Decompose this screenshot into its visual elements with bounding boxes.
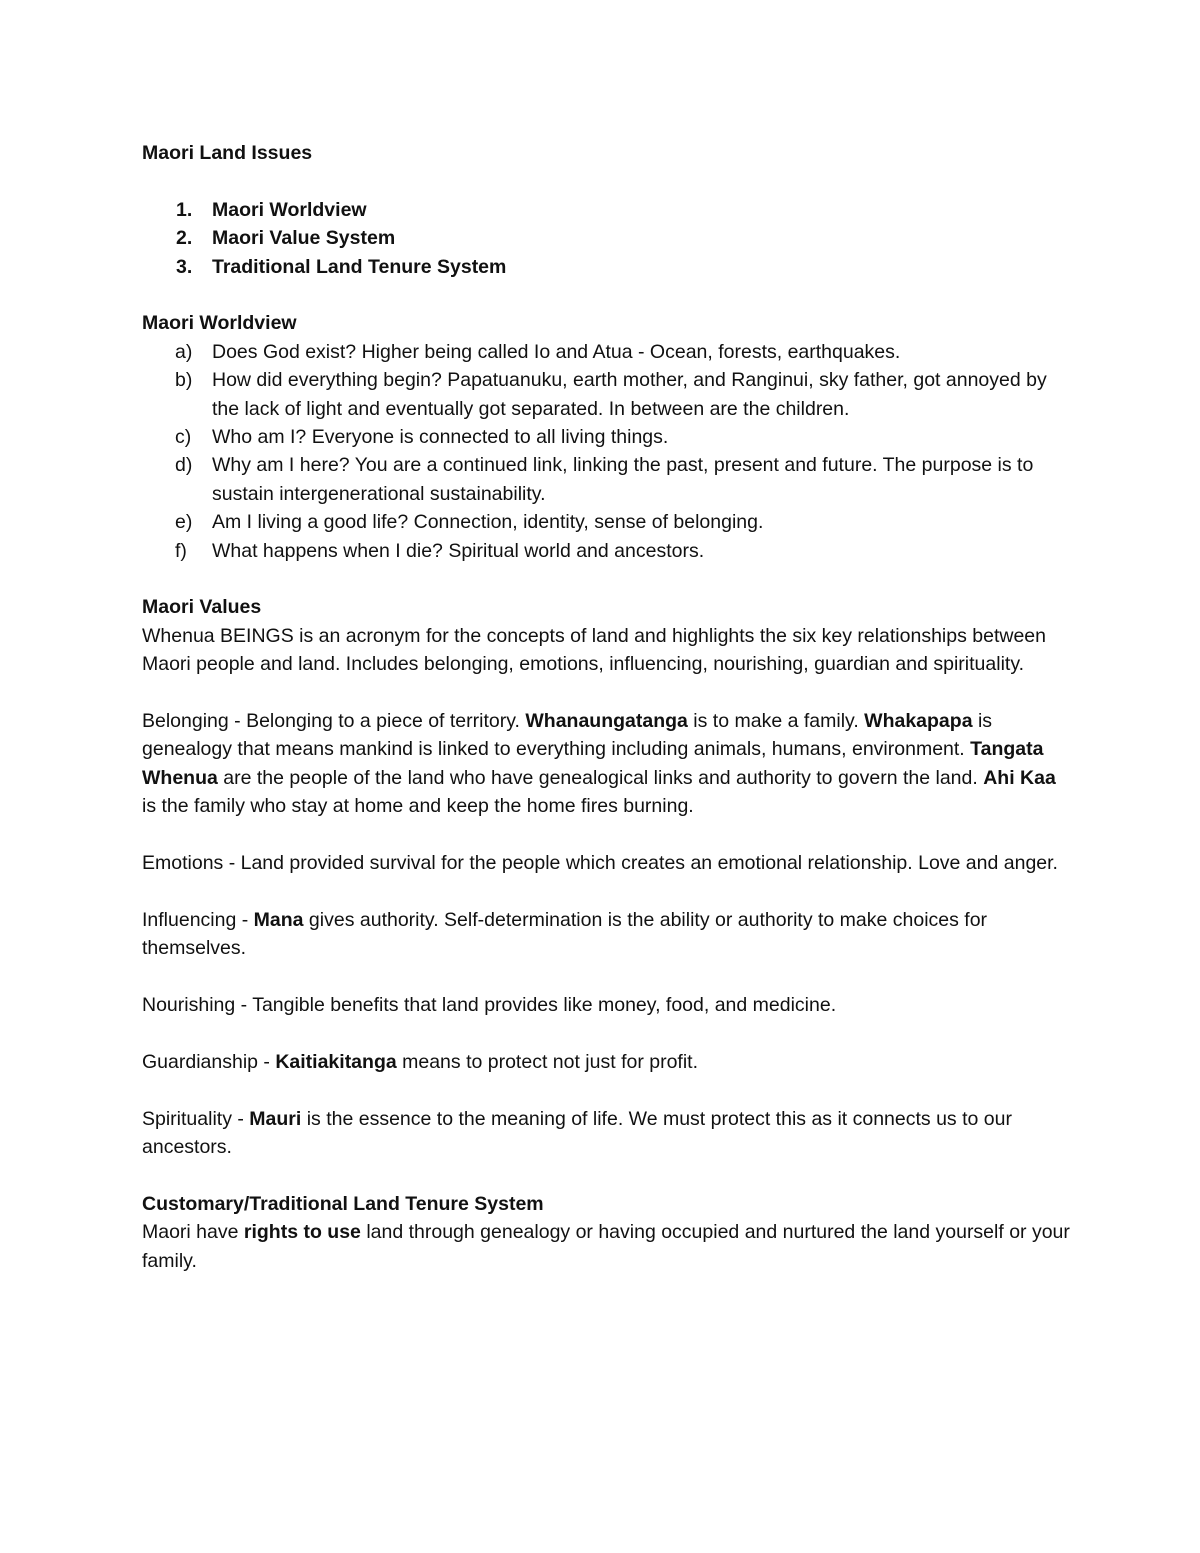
list-text: Am I living a good life? Connection, identity, sense of belonging. <box>212 511 764 534</box>
list-item <box>142 537 1072 565</box>
spacer <box>142 963 1072 991</box>
toc-number: 3. <box>176 255 193 278</box>
term-mana: Mana <box>253 908 304 931</box>
spacer <box>142 877 1072 905</box>
list-item <box>142 366 1072 423</box>
toc-number: 2. <box>176 227 193 250</box>
text-run: land through genealogy or having occupied and nurtured the land yourself or your family. <box>142 1221 1070 1272</box>
emotions-paragraph: Emotions - Land provided survival for the people which creates an emotional relationship. Love and anger. <box>142 852 1058 875</box>
text-run: Maori have <box>142 1221 244 1244</box>
spacer <box>142 679 1072 707</box>
text-run: Spirituality - <box>142 1107 250 1130</box>
list-text: Who am I? Everyone is connected to all living things. <box>212 426 669 449</box>
spacer <box>142 1161 1072 1189</box>
list-marker: d) <box>175 454 193 477</box>
worldview-heading: Maori Worldview <box>142 312 297 335</box>
toc-text: Maori Value System <box>212 227 396 250</box>
table-of-contents <box>142 196 1072 281</box>
text-run: Guardianship - <box>142 1050 276 1073</box>
term-ahi-kaa: Ahi Kaa <box>983 766 1056 789</box>
list-marker: e) <box>175 511 193 534</box>
list-item <box>142 508 1072 536</box>
spirituality-paragraph <box>142 1105 1072 1162</box>
list-marker: a) <box>175 340 193 363</box>
document-title: Maori Land Issues <box>142 142 313 164</box>
spacer <box>142 1019 1072 1047</box>
list-text: How did everything begin? Papatuanuku, earth mother, and Ranginui, sky father, got annoyed by the lack of light and eventually got separated. In between are the children. <box>212 369 1047 420</box>
values-intro-paragraph: Whenua BEINGS is an acronym for the concepts of land and highlights the six key relationships between Maori people and land. Includes belonging, emotions, influencing, nourishing, guardian and spirituality. <box>142 624 1046 676</box>
toc-item <box>142 196 1072 224</box>
list-marker: f) <box>175 539 187 562</box>
list-text: Does God exist? Higher being called Io and Atua - Ocean, forests, earthquakes. <box>212 340 901 363</box>
toc-item <box>142 224 1072 252</box>
values-heading: Maori Values <box>142 596 262 619</box>
term-whakapapa: Whakapapa <box>864 710 973 733</box>
text-run: Influencing - <box>142 908 254 931</box>
spacer <box>142 821 1072 849</box>
term-kaitiakitanga: Kaitiakitanga <box>275 1050 397 1073</box>
toc-number: 1. <box>176 198 193 221</box>
list-item <box>142 338 1072 366</box>
list-item <box>142 423 1072 451</box>
text-run: are the people of the land who have genealogical links and authority to govern the land. <box>217 766 984 789</box>
spacer <box>142 565 1072 593</box>
term-mauri: Mauri <box>249 1107 302 1130</box>
tenure-heading: Customary/Traditional Land Tenure System <box>142 1192 544 1215</box>
belonging-paragraph <box>142 707 1072 821</box>
document-page <box>142 139 1072 1275</box>
term-whanaungatanga: Whanaungatanga <box>525 710 688 733</box>
list-marker: c) <box>175 426 192 449</box>
spacer <box>142 167 1072 195</box>
term-rights-to-use: rights to use <box>243 1221 361 1244</box>
list-text: Why am I here? You are a continued link, linking the past, present and future. The purpose is to sustain intergenerational sustainability. <box>212 454 1034 505</box>
list-marker: b) <box>175 369 193 392</box>
spacer <box>142 281 1072 309</box>
list-text: What happens when I die? Spiritual world and ancestors. <box>212 539 705 562</box>
guardianship-paragraph <box>142 1048 1072 1076</box>
worldview-list <box>142 338 1072 565</box>
text-run: is to make a family. <box>687 710 865 733</box>
text-run: gives authority. Self-determination is the ability or authority to make choices for themselves. <box>142 908 988 960</box>
list-item <box>142 451 1072 508</box>
toc-text: Maori Worldview <box>212 198 367 221</box>
text-run: Belonging - Belonging to a piece of territory. <box>142 710 526 733</box>
text-run: means to protect not just for profit. <box>396 1050 699 1073</box>
spacer <box>142 1076 1072 1104</box>
text-run: is the essence to the meaning of life. We must protect this as it connects us to our ancestors. <box>142 1107 1012 1159</box>
toc-item <box>142 253 1072 281</box>
term-tangata-whenua: Tangata Whenua <box>142 738 1044 789</box>
text-run: is the family who stay at home and keep the home fires burning. <box>142 795 694 818</box>
tenure-paragraph <box>142 1218 1072 1275</box>
text-run: is genealogy that means mankind is linked to everything including animals, humans, environment. <box>142 710 993 761</box>
influencing-paragraph <box>142 906 1072 963</box>
toc-text: Traditional Land Tenure System <box>212 255 507 278</box>
nourishing-paragraph: Nourishing - Tangible benefits that land provides like money, food, and medicine. <box>142 994 837 1017</box>
